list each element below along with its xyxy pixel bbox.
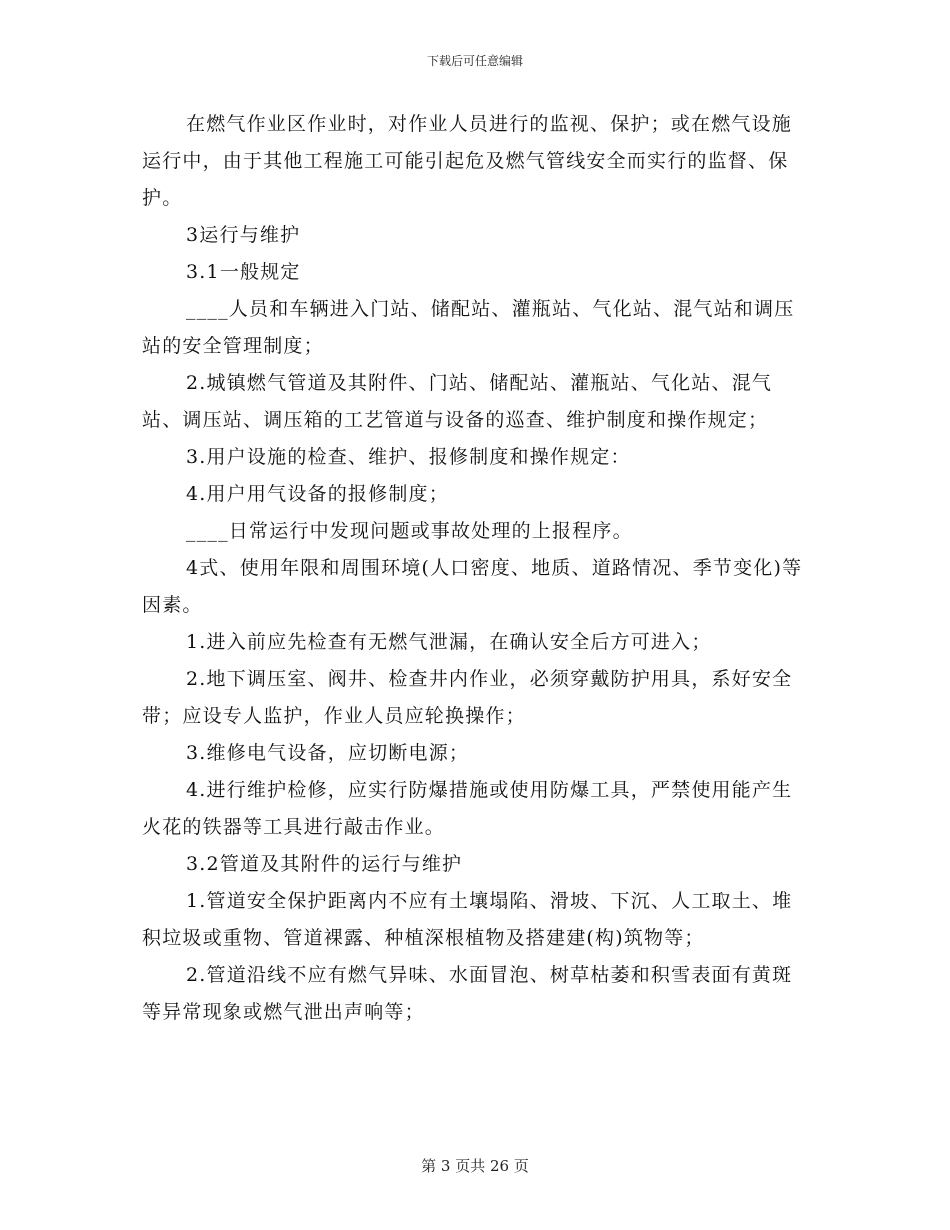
list-item: 4.用户用气设备的报修制度； — [186, 483, 449, 505]
subsection-heading: 3.2管道及其附件的运行与维护 — [186, 853, 463, 875]
page-header: 下载后可任意编辑 — [426, 54, 523, 68]
list-item: ____人员和车辆进入门站、储配站、灌瓶站、气化站、混气站和调压站的安全管理制度； — [142, 298, 795, 357]
list-item: 3.维修电气设备，应切断电源； — [186, 742, 470, 764]
list-item: ____日常运行中发现问题或事故处理的上报程序。 — [186, 520, 633, 542]
subsection-heading: 3.1一般规定 — [186, 261, 301, 283]
list-item: 2.地下调压室、阀井、检查井内作业，必须穿戴防护用具，系好安全带；应设专人监护，作业人员应轮换操作； — [142, 668, 793, 727]
list-item: 3.用户设施的检查、维护、报修制度和操作规定： — [186, 446, 631, 468]
list-item: 2.管道沿线不应有燃气异味、水面冒泡、树草枯萎和积雪表面有黄斑等异常现象或燃气泄出声响等； — [142, 964, 793, 1023]
list-item: 2.城镇燃气管道及其附件、门站、储配站、灌瓶站、气化站、混气站、调压站、调压箱的工艺管道与设备的巡查、维护制度和操作规定； — [142, 372, 773, 431]
list-item: 4.进行维护检修，应实行防爆措施或使用防爆工具，严禁使用能产生火花的铁器等工具进行敲击作业。 — [142, 779, 793, 838]
list-item: 1.管道安全保护距离内不应有土壤塌陷、滑坡、下沉、人工取土、堆积垃圾或重物、管道裸露、种植深根植物及搭建建(构)筑物等； — [142, 890, 793, 949]
document-body — [142, 106, 810, 1031]
paragraph: 在燃气作业区作业时，对作业人员进行的监视、保护；或在燃气设施运行中，由于其他工程施工可能引起危及燃气管线安全而实行的监督、保护。 — [142, 113, 793, 209]
list-item: 1.进入前应先检查有无燃气泄漏，在确认安全后方可进入； — [186, 631, 712, 653]
page-footer: 第 3 页共 26 页 — [421, 1157, 529, 1175]
paragraph: 4式、使用年限和周围环境(人口密度、地质、道路情况、季节变化)等因素。 — [142, 557, 803, 616]
section-heading: 3运行与维护 — [186, 224, 301, 246]
